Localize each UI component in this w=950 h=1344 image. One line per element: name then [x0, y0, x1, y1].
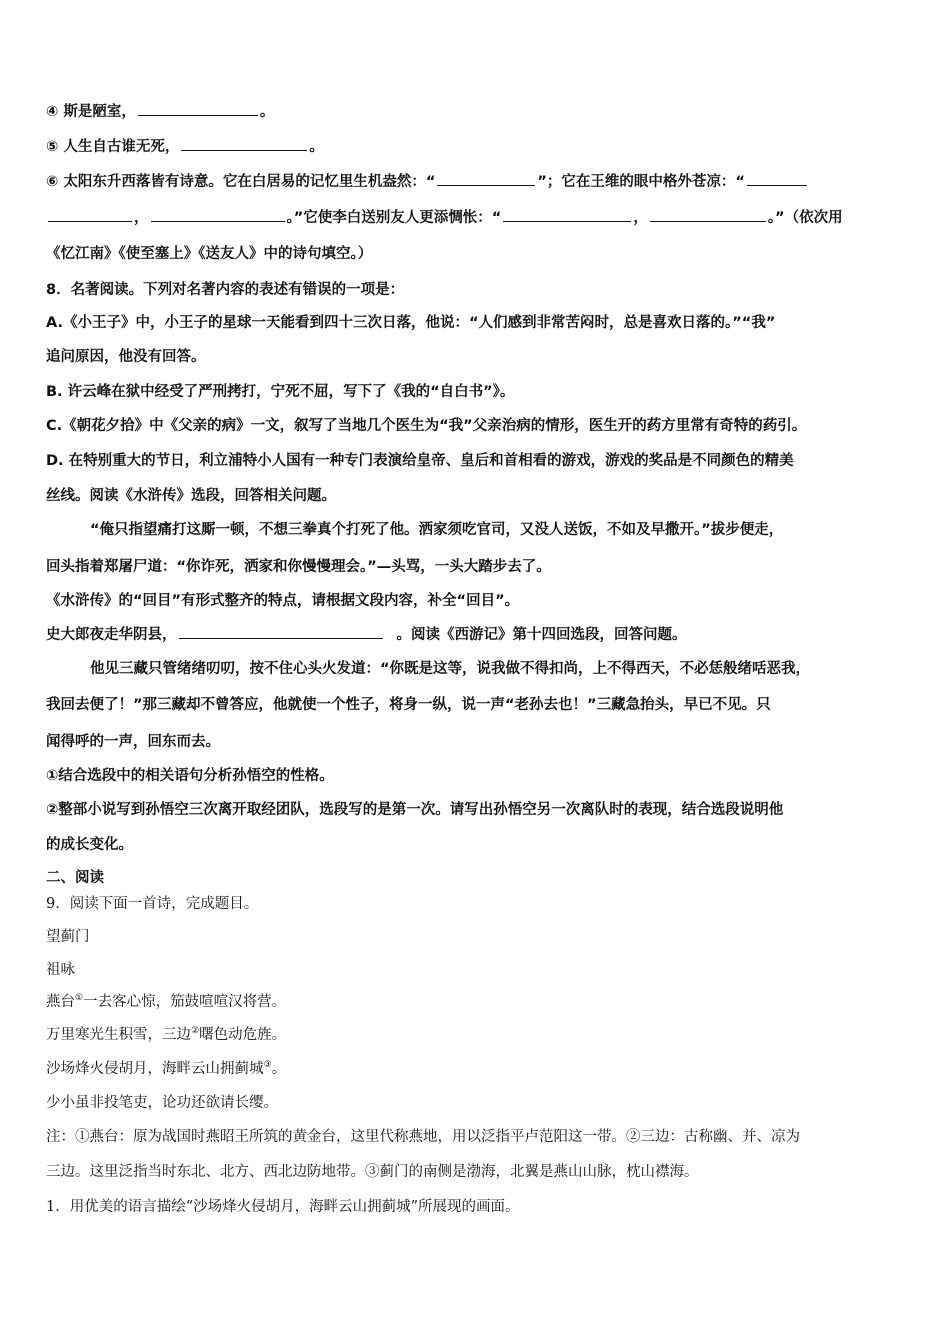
shuihu-excerpt-line2: 回头指着郑屠尸道：“你诈死，洒家和你慢慢理会。”—头骂，一头大踏步去了。 — [46, 559, 551, 575]
q8-option-c: C.《朝花夕拾》中《父亲的病》一文，叙写了当地几个医生为“我”父亲治病的情形，医生开的药方里常有奇特的药引。 — [46, 418, 807, 434]
huimu-line: 史大郎夜走华阴县， 。阅读《西游记》第十四回选段，回答问题。 — [46, 623, 687, 646]
answer-blank[interactable] — [179, 623, 383, 639]
q8-title: 8．名著阅读。下列对名著内容的表述有错误的一项是： — [46, 282, 405, 298]
footnote-marker: ② — [191, 1026, 200, 1037]
section-title: 二、阅读 — [46, 870, 104, 886]
xiyou-excerpt-line3: 闻得呼的一声，回东而去。 — [46, 734, 220, 750]
answer-blank[interactable] — [747, 170, 807, 186]
answer-blank[interactable] — [151, 206, 285, 222]
xiyou-subquestion-2-line2: 的成长变化。 — [46, 837, 133, 853]
answer-blank[interactable] — [48, 206, 132, 222]
q7-item6-line2: ， 。”它使李白送别友人更添惆怅：“ ， 。”（依次用 — [46, 206, 843, 229]
poem-note-line2: 三边。这里泛指当时东北、北方、西北边防地带。③蓟门的南侧是渤海，北翼是燕山山脉，枕山襟海。 — [46, 1164, 699, 1180]
poem-line-2: 万里寒光生积雪，三边②曙色动危旌。 — [46, 1026, 287, 1043]
answer-blank[interactable] — [181, 135, 307, 151]
poem-author: 祖咏 — [46, 962, 75, 978]
answer-blank[interactable] — [437, 170, 535, 186]
q8-option-a-line2: 追问原因，他没有回答。 — [46, 349, 206, 365]
q7-item6-line3: 《忆江南》《使至塞上》《送友人》中的诗句填空。） — [46, 246, 373, 262]
poem-line-3: 沙场烽火侵胡月，海畔云山拥蓟城③。 — [46, 1060, 287, 1077]
q8-option-b: B. 许云峰在狱中经受了严刑拷打，宁死不屈，写下了《我的“自白书”》。 — [46, 384, 515, 400]
footnote-marker: ③ — [263, 1060, 272, 1071]
q9-title: 9．阅读下面一首诗，完成题目。 — [46, 896, 259, 912]
answer-blank[interactable] — [650, 206, 766, 222]
xiyou-subquestion-2-line1: ②整部小说写到孙悟空三次离开取经团队，选段写的是第一次。请写出孙悟空另一次离队时的表现，结合选段说明他 — [46, 802, 784, 818]
poem-line-1: 燕台①一去客心惊，笳鼓喧喧汉将营。 — [46, 993, 287, 1010]
shuihu-question: 《水浒传》的“回目”有形式整齐的特点，请根据文段内容，补全“回目”。 — [46, 593, 520, 609]
poem-line-4: 少小虽非投笔吏，论功还欲请长缨。 — [46, 1095, 278, 1111]
q8-option-d-line2: 丝线。阅读《水浒传》选段，回答相关问题。 — [46, 488, 336, 504]
answer-blank[interactable] — [138, 100, 258, 116]
poem-note-line1: 注：①燕台：原为战国时燕昭王所筑的黄金台，这里代称燕地，用以泛指平卢范阳这一带。②三边：古称幽、并、凉为 — [46, 1129, 800, 1145]
q7-item6-line1: ⑥ 太阳东升西落皆有诗意。它在白居易的记忆里生机盎然：“ ”；它在王维的眼中格外苍凉：“ — [46, 170, 809, 193]
xiyou-excerpt-line2: 我回去便了！”那三藏却不曾答应，他就使一个性子，将身一纵，说一声“老孙去也！”三藏急抬头，早已不见。只 — [46, 697, 771, 713]
answer-blank[interactable] — [503, 206, 631, 222]
q8-option-a-line1: A.《小王子》中，小王子的星球一天能看到四十三次日落，他说：“人们感到非常苦闷时，总是喜欢日落的。”“我” — [46, 315, 776, 331]
q7-item4: ④ 斯是陋室， 。 — [46, 100, 274, 123]
shuihu-excerpt-line1: “俺只指望痛打这厮一顿，不想三拳真个打死了他。洒家须吃官司，又没人送饭，不如及早撒开。”拔步便走， — [90, 522, 784, 538]
poem-title: 望蓟门 — [46, 929, 90, 945]
q7-item5: ⑤ 人生自古谁无死， 。 — [46, 135, 324, 158]
q9-subquestion-1: 1．用优美的语言描绘“沙场烽火侵胡月，海畔云山拥蓟城”所展现的画面。 — [46, 1199, 520, 1215]
footnote-marker: ① — [75, 993, 84, 1004]
xiyou-subquestion-1: ①结合选段中的相关语句分析孙悟空的性格。 — [46, 768, 334, 784]
xiyou-excerpt-line1: 他见三藏只管绪绪叨叨，按不住心头火发道：“你既是这等，说我做不得扣尚，上不得西天，不必恁般绪咶恶我， — [90, 661, 811, 677]
q8-option-d-line1: D. 在特别重大的节日，利立浦特小人国有一种专门表演给皇帝、皇后和首相看的游戏，游戏的奖品是不同颜色的精美 — [46, 453, 794, 469]
